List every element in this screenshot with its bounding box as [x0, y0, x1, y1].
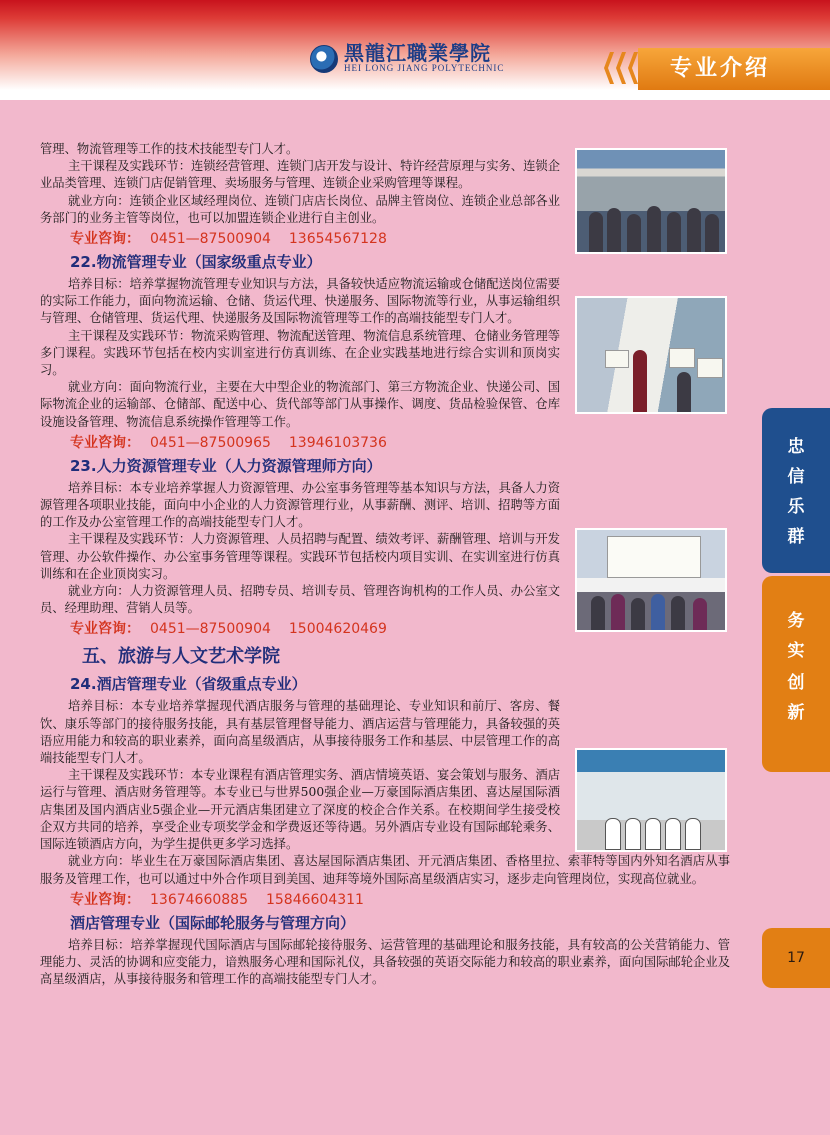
hr-event-photo — [575, 528, 727, 632]
side-char: 务 — [787, 611, 805, 631]
paragraph: 主干课程及实践环节：连锁经营管理、连锁门店开发与设计、特许经营原理与实务、连锁企业品类管理、连锁门店促销管理、卖场服务与管理、连锁企业采购管理等课程。 — [40, 159, 560, 191]
paragraph: 主干课程及实践环节：本专业课程有酒店管理实务、酒店情境英语、宴会策划与服务、酒店运行与管理、酒店财务管理等。本专业已与世界500强企业—万豪国际酒店集团、喜达屋国际酒店集团及国内酒店业5强企业—开元酒店集团建立了深度的校企合作关系。在校期间学生接受校企双方共同的培养，享受企业专项奖学金和学费返还等待遇。另外酒店专业设有国际邮轮乘务、国际连锁酒店方向，为学生提供更多学习选择。 — [40, 768, 560, 852]
contact-line — [70, 433, 560, 453]
class-group-photo — [575, 148, 727, 254]
side-char: 群 — [787, 527, 805, 547]
contact-line — [70, 619, 560, 639]
contact-label: 专业咨询： — [70, 434, 140, 451]
side-char: 新 — [787, 703, 805, 723]
paragraph: 培养目标：本专业培养掌握现代酒店服务与管理的基础理论、专业知识和前厅、客房、餐饮、康乐等部门的接待服务技能，具有基层管理督导能力、酒店运营与管理能力，具备较强的英语应用能力和较高的职业素养，面向高星级酒店，从事接待服务工作和基层、中层管理工作的高端技能型专门人才。 — [40, 699, 560, 766]
emblem-icon — [310, 45, 338, 73]
section-title-tab: 专业介绍 — [638, 48, 830, 90]
paragraph: 培养目标：培养掌握现代国际酒店与国际邮轮接待服务、运营管理的基础理论和服务技能，具有较高的公关营销能力、管理能力、灵活的协调和应变能力，谙熟服务心理和国际礼仪，具备较强的英语交际能力和较高的职业素养，面向国际邮轮企业及高星级酒店，从事接待服务和管理工作的高端技能型专门人才。 — [40, 937, 730, 987]
side-char: 创 — [787, 673, 805, 693]
logo-english-name: HEI LONG JIANG POLYTECHNIC — [344, 63, 505, 73]
paragraph: 培养目标：本专业培养掌握人力资源管理、办公室事务管理等基本知识与方法，具备人力资源管理各项职业技能，面向中小企业的人力资源管理行业，从事薪酬、测评、培训、招聘等方面的工作及办公室管理工作的高端技能型专门人才。 — [40, 480, 560, 530]
major-title: 酒店管理专业（国际邮轮服务与管理方向） — [70, 913, 356, 932]
college-logo — [310, 43, 504, 74]
contact-label: 专业咨询： — [70, 891, 140, 908]
side-char: 实 — [787, 641, 805, 661]
phone-number: 13946103736 — [288, 434, 387, 451]
phone-number: 0451—87500904 — [150, 621, 271, 638]
major-title: 22.物流管理专业（国家级重点专业） — [70, 253, 322, 272]
major-title: 23.人力资源管理专业（人力资源管理师方向） — [70, 456, 382, 475]
side-tab-motto-2 — [762, 576, 830, 772]
college-title: 五、旅游与人文艺术学院 — [82, 646, 280, 668]
side-char: 忠 — [787, 437, 805, 457]
logistics-lab-photo — [575, 296, 727, 414]
paragraph: 就业方向：连锁企业区域经理岗位、连锁门店店长岗位、品牌主管岗位、连锁企业总部各业务部门的业务主管等岗位，也可以加盟连锁企业进行自主创业。 — [40, 193, 560, 225]
hotel-training-photo — [575, 748, 727, 852]
phone-number: 0451—87500904 — [150, 231, 271, 248]
phone-number: 13654567128 — [288, 231, 387, 248]
paragraph: 管理、物流管理等工作的技术技能型专门人才。 — [40, 142, 299, 156]
logo-chinese-name: 黑龍江職業學院 — [344, 41, 491, 65]
chevron-decoration-icon — [604, 52, 640, 84]
article-body — [40, 141, 730, 988]
phone-number: 15846604311 — [265, 891, 364, 908]
paragraph: 就业方向：毕业生在万豪国际酒店集团、喜达屋国际酒店集团、开元酒店集团、香格里拉、索菲特等国内外知名酒店从事服务及管理工作，也可以通过中外合作项目到美国、迪拜等境外国际高星级酒店实习，逐步走向管理岗位，实现高位就业。 — [40, 854, 730, 886]
side-char: 乐 — [787, 497, 805, 517]
major-title: 24.酒店管理专业（省级重点专业） — [70, 675, 307, 694]
phone-number: 0451—87500965 — [150, 434, 271, 451]
contact-label: 专业咨询： — [70, 621, 140, 638]
paragraph: 主干课程及实践环节：物流采购管理、物流配送管理、物流信息系统管理、仓储业务管理等多门课程。实践环节包括在校内实训室进行仿真训练、在企业实践基地进行综合实训和顶岗实习。 — [40, 328, 560, 378]
side-char: 信 — [787, 467, 805, 487]
contact-label: 专业咨询： — [70, 231, 140, 248]
paragraph: 培养目标：培养掌握物流管理专业知识与方法，具备较快适应物流运输或仓储配送岗位需要的实际工作能力，面向物流运输、仓储、货运代理、快递服务、国际物流等行业，从事运输组织与管理、仓储管理、货运代理、快递服务及国际物流管理等工作的高端技能型专门人才。 — [40, 277, 560, 326]
contact-line — [70, 890, 560, 910]
page-number: 17 — [762, 928, 830, 988]
page-header — [0, 0, 830, 100]
contact-line — [70, 229, 560, 249]
phone-number: 13674660885 — [150, 891, 248, 908]
phone-number: 15004620469 — [288, 621, 387, 638]
paragraph: 就业方向：面向物流行业，主要在大中型企业的物流部门、第三方物流企业、快递公司、国际物流企业的运输部、仓储部、配送中心、货代部等部门从事操作、调度、货品检验保管、仓库设施设备管理、物流信息系统操作管理等工作。 — [40, 380, 560, 429]
paragraph: 主干课程及实践环节：人力资源管理、人员招聘与配置、绩效考评、薪酬管理、培训与开发管理、办公软件操作、办公室事务管理等课程。实践环节包括校内项目实训、在实训室进行仿真训练和在企业顶岗实习。 — [40, 532, 560, 581]
paragraph: 就业方向：人力资源管理人员、招聘专员、培训专员、管理咨询机构的工作人员、办公室文员、经理助理、营销人员等。 — [40, 584, 560, 616]
side-tab-motto-1 — [762, 408, 830, 573]
